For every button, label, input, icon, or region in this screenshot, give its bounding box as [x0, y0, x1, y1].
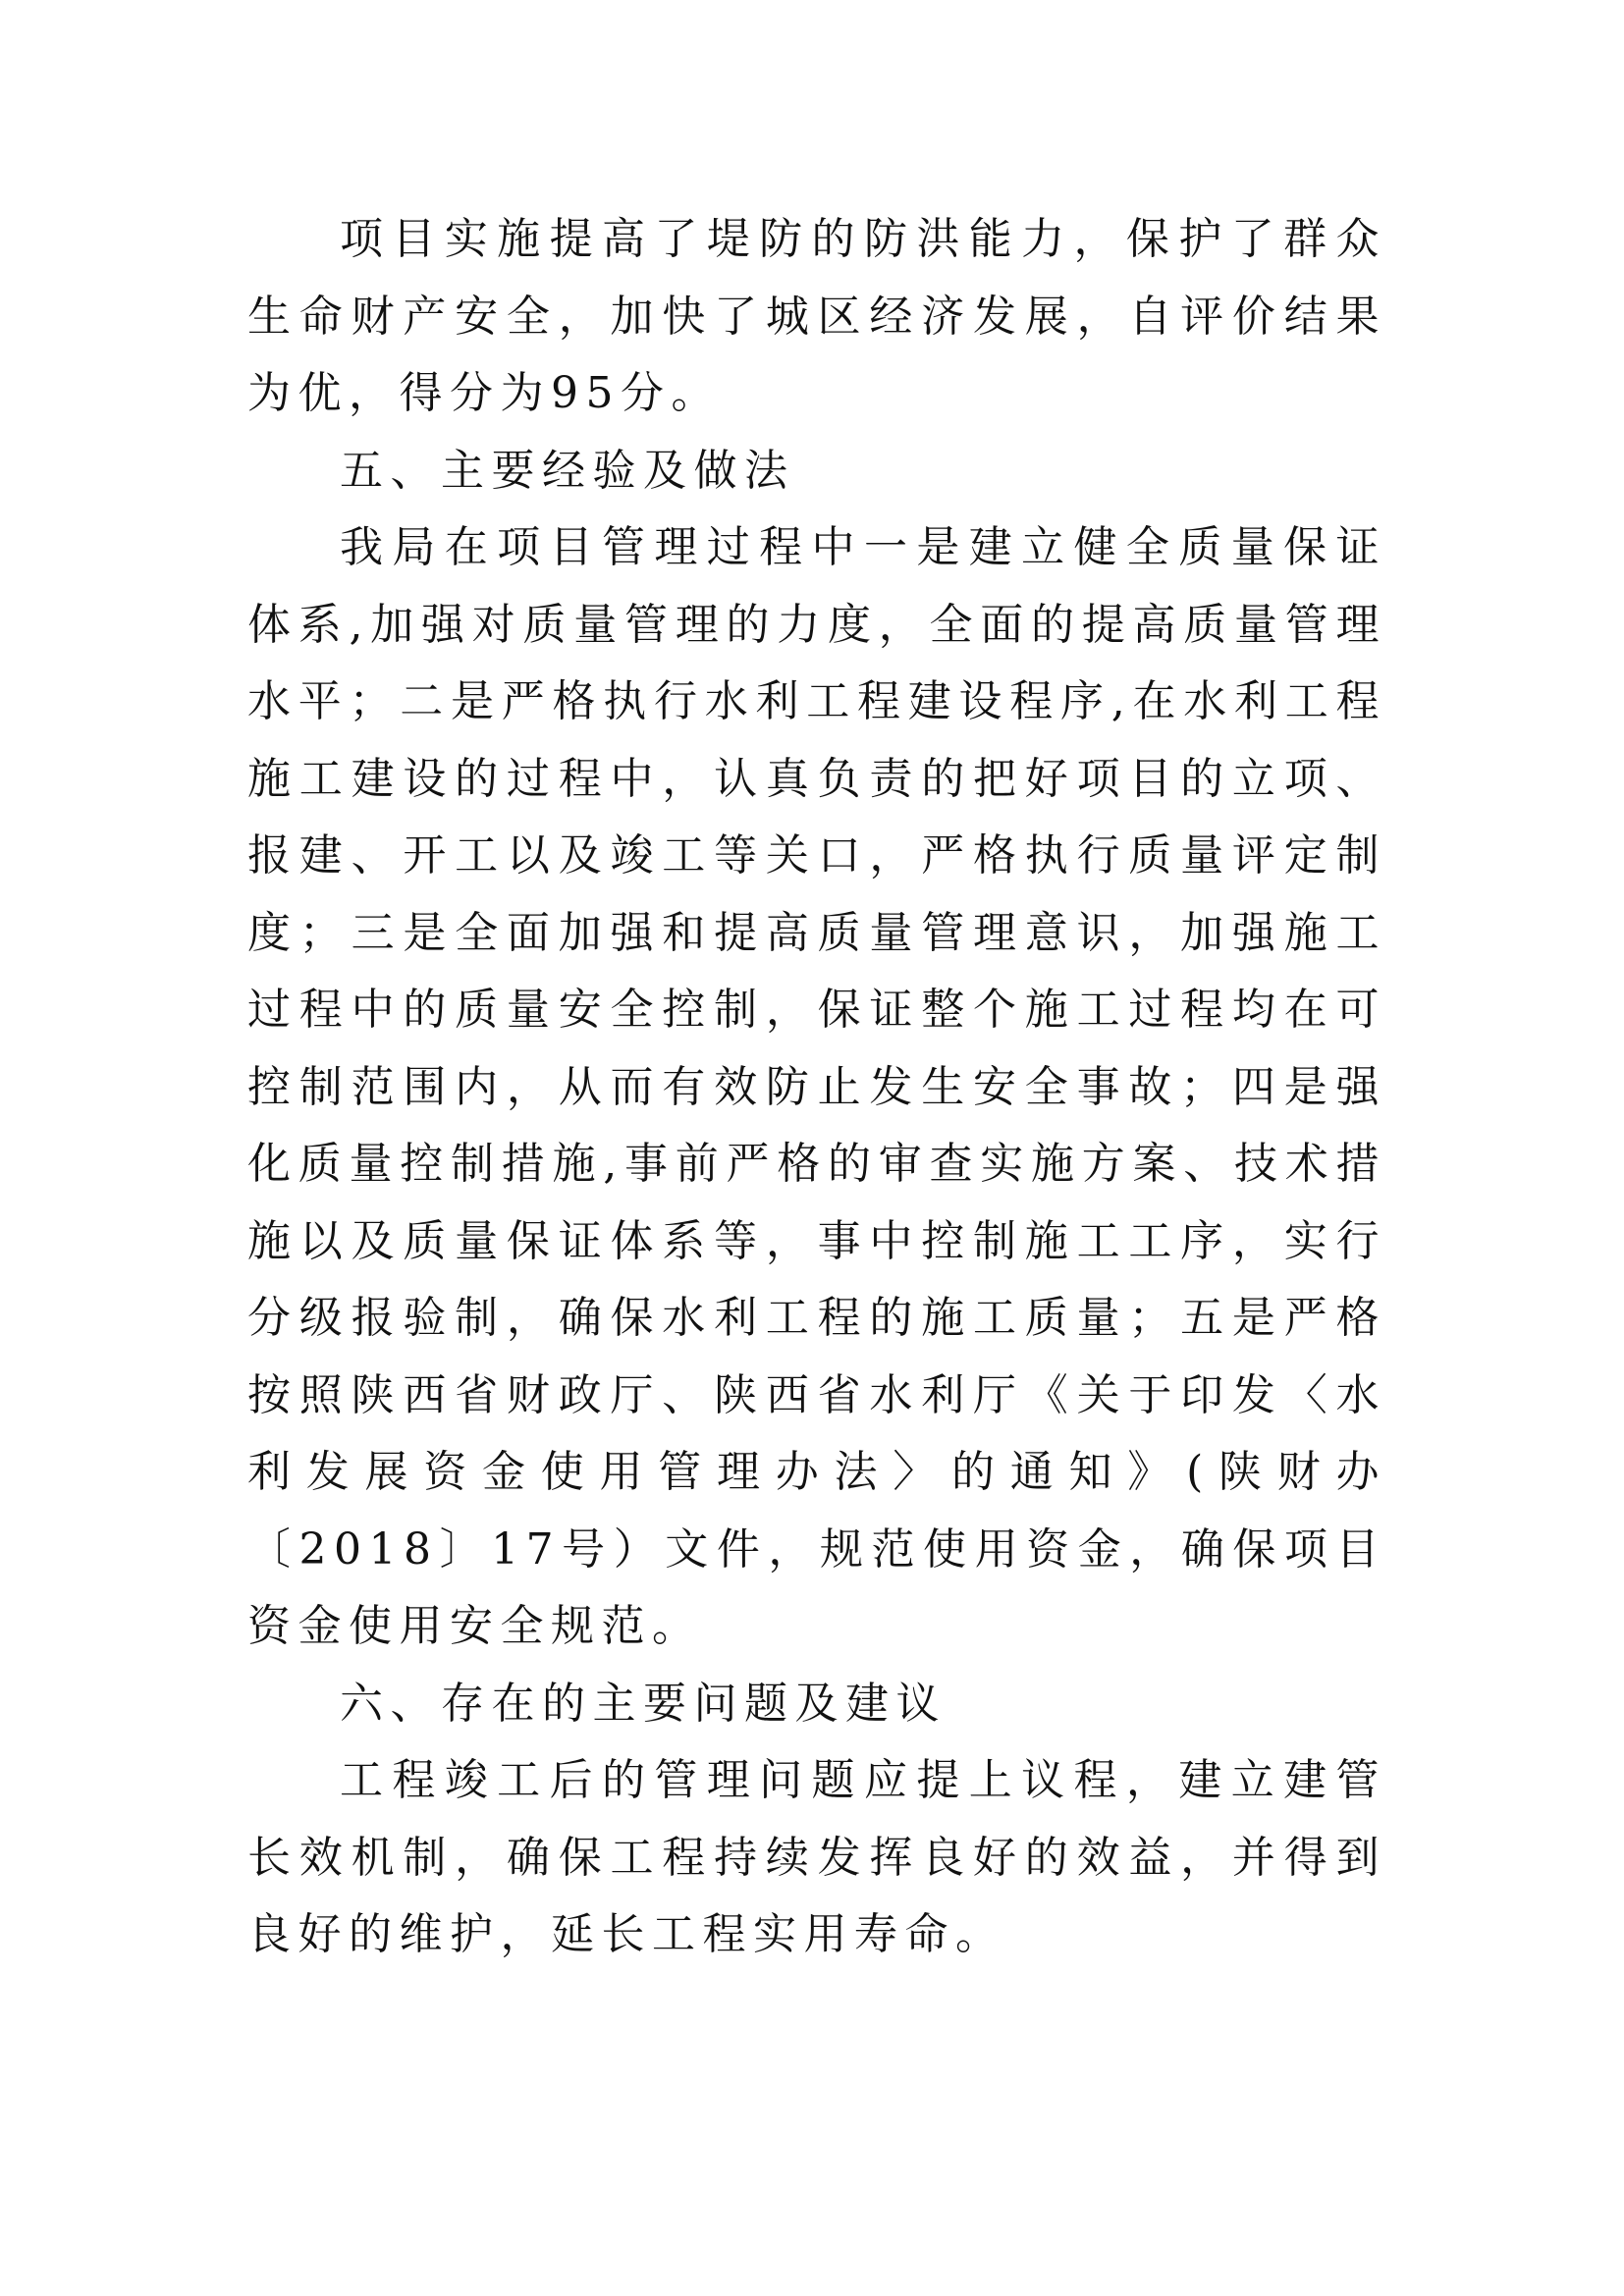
section-heading-problems: 六、存在的主要问题及建议 [340, 1678, 947, 1729]
paragraph-experience-practices: 我局在项目管理过程中一是建立健全质量保证体系,加强对质量管理的力度，全面的提高质量管理水平；二是严格执行水利工程建设程序,在水利工程施工建设的过程中，认真负责的把好项目的立项、报建、开工以及竣工等关口，严格执行质量评定制度；三是全面加强和提高质量管理意识，加强施工过程中的质量安全控制，保证整个施工过程均在可控制范围内，从而有效防止发生安全事故；四是强化质量控制措施,事前严格的审查实施方案、技术措施以及质量保证体系等，事中控制施工工序，实行分级报验制，确保水利工程的施工质量；五是严格按照陕西省财政厅、陕西省水利厅《关于印发〈水利发展资金使用管理办法〉的通知》(陕财办〔2018〕17号）文件，规范使用资金，确保项目资金使用安全规范。 [247, 522, 1386, 1651]
paragraph-evaluation-result: 项目实施提高了堤防的防洪能力，保护了群众生命财产安全，加快了城区经济发展，自评价结果为优，得分为95分。 [247, 214, 1386, 418]
paragraph-problems-suggestions: 工程竣工后的管理问题应提上议程，建立建管长效机制，确保工程持续发挥良好的效益，并得到良好的维护，延长工程实用寿命。 [247, 1755, 1386, 1959]
document-body [247, 201, 1386, 1974]
section-heading-experience: 五、主要经验及做法 [340, 445, 795, 496]
